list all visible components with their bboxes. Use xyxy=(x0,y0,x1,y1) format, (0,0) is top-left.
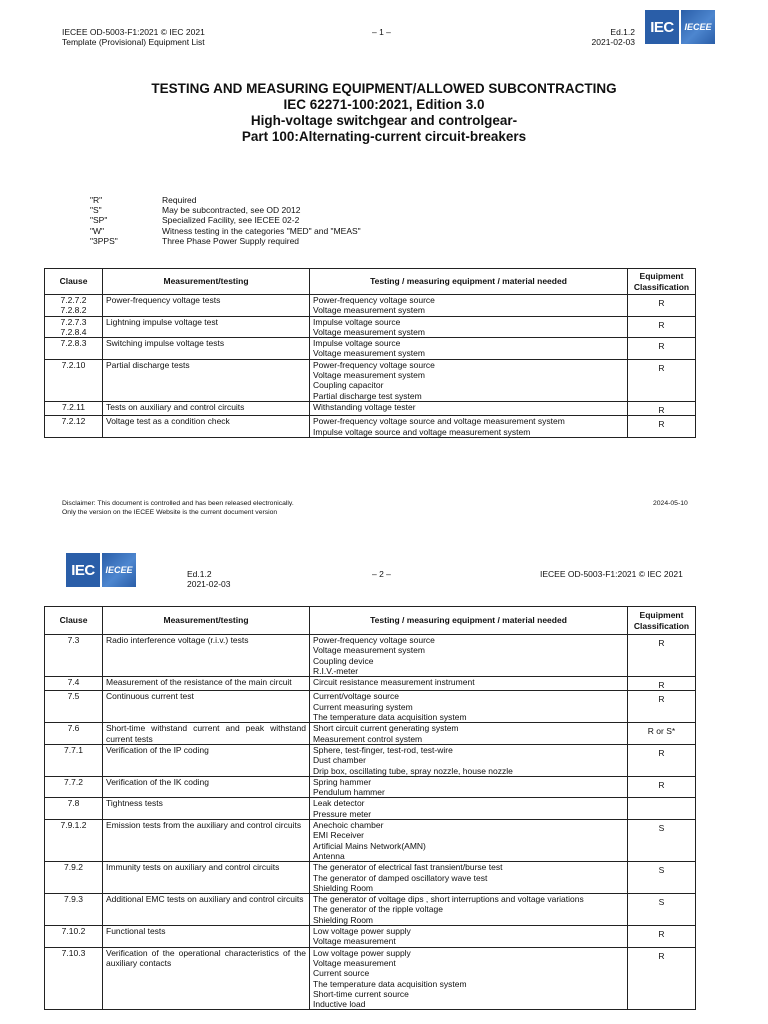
page1-header-right xyxy=(579,27,635,47)
equipment-cell xyxy=(310,894,628,926)
table-row xyxy=(45,744,696,776)
clause-cell xyxy=(45,401,103,415)
equipment-item: Power-frequency voltage source xyxy=(313,359,435,370)
equipment-item: The generator of damped oscillatory wave test xyxy=(313,872,488,883)
iec-iecee-logo xyxy=(645,10,715,44)
equipment-item: The temperature data acquisition system xyxy=(313,978,467,989)
equipment-item: Sphere, test-finger, test-rod, test-wire xyxy=(313,744,453,755)
clause-number: 7.2.8.3 xyxy=(60,338,87,349)
equipment-cell xyxy=(310,401,628,415)
measurement-cell: Tests on auxiliary and control circuits xyxy=(103,401,310,415)
clause-cell xyxy=(45,295,103,317)
equipment-item: Current measuring system xyxy=(313,701,413,712)
equipment-cell xyxy=(310,677,628,691)
classification-cell: R xyxy=(628,744,696,776)
header-measurement: Measurement/testing xyxy=(103,269,310,295)
clause-number: 7.6 xyxy=(67,723,80,734)
measurement-cell: Voltage test as a condition check xyxy=(103,416,310,438)
table-row xyxy=(45,635,696,677)
clause-cell xyxy=(45,723,103,745)
clause-number: 7.2.11 xyxy=(61,401,85,412)
equipment-cell xyxy=(310,635,628,677)
classification-cell xyxy=(628,798,696,820)
measurement-cell: Measurement of the resistance of the main circuit xyxy=(103,677,310,691)
classification-cell: R xyxy=(628,691,696,723)
equipment-item: R.I.V.-meter xyxy=(313,665,359,676)
header-classification xyxy=(628,269,696,295)
equipment-item: Voltage measurement system xyxy=(313,645,425,656)
measurement-cell: Lightning impulse voltage test xyxy=(103,316,310,338)
equipment-item: Coupling capacitor xyxy=(313,380,384,391)
table-row xyxy=(45,691,696,723)
clause-number: 7.2.12 xyxy=(61,416,86,427)
clause-cell xyxy=(45,820,103,862)
measurement-cell: Continuous current test xyxy=(103,691,310,723)
measurement-cell: Verification of the IP coding xyxy=(103,744,310,776)
legend-text: Witness testing in the categories "MED" and "MEAS" xyxy=(162,225,361,236)
equipment-cell xyxy=(310,926,628,948)
equipment-cell xyxy=(310,316,628,338)
legend-row xyxy=(90,226,361,236)
table-row xyxy=(45,926,696,948)
equipment-item: Shielding Room xyxy=(313,882,374,893)
table-header-row xyxy=(45,607,696,635)
classification-cell: S xyxy=(628,894,696,926)
equipment-cell xyxy=(310,691,628,723)
legend-text: May be subcontracted, see OD 2012 xyxy=(162,205,301,216)
title-line: TESTING AND MEASURING EQUIPMENT/ALLOWED SUBCONTRACTING xyxy=(151,81,617,96)
classification-cell: R xyxy=(628,677,696,691)
iecee-logo: IECEE xyxy=(681,10,715,44)
page2-header-left xyxy=(187,569,230,589)
template-label: Template (Provisional) Equipment List xyxy=(62,37,205,47)
equipment-item: Power-frequency voltage source xyxy=(313,635,435,645)
legend-text: Specialized Facility, see IECEE 02-2 xyxy=(162,215,300,226)
table-row xyxy=(45,798,696,820)
clause-cell xyxy=(45,926,103,948)
iec-iecee-logo xyxy=(66,553,136,587)
legend-key: "S" xyxy=(90,205,102,216)
measurement-cell: Immunity tests on auxiliary and control circuits xyxy=(103,862,310,894)
equipment-cell xyxy=(310,359,628,401)
equipment-item: Impulse voltage source and voltage measurement system xyxy=(313,426,531,437)
table-row xyxy=(45,338,696,360)
equipment-item: Inductive load xyxy=(313,999,366,1010)
table-row xyxy=(45,947,696,1010)
equipment-cell xyxy=(310,820,628,862)
disclaimer-line: Only the version on the IECEE Website is the current document version xyxy=(62,508,278,516)
classification-cell: S xyxy=(628,820,696,862)
clause-number: 7.4 xyxy=(67,677,80,688)
equipment-item: Voltage measurement xyxy=(313,936,396,947)
equipment-cell xyxy=(310,744,628,776)
equipment-item: Shielding Room xyxy=(313,914,374,925)
equipment-item: Voltage measurement system xyxy=(313,305,425,316)
measurement-cell: Emission tests from the auxiliary and control circuits xyxy=(103,820,310,862)
equipment-item: The generator of voltage dips , short interruptions and voltage variations xyxy=(313,894,584,905)
classification-cell: R xyxy=(628,295,696,317)
equipment-cell xyxy=(310,723,628,745)
equipment-item: Voltage measurement system xyxy=(313,370,425,381)
clause-number: 7.8 xyxy=(67,798,80,809)
table-row xyxy=(45,316,696,338)
equipment-cell xyxy=(310,338,628,360)
classification-cell: R xyxy=(628,926,696,948)
clause-number: 7.10.2 xyxy=(61,926,86,937)
classification-cell: R xyxy=(628,359,696,401)
clause-number: 7.9.3 xyxy=(64,894,83,905)
equipment-item: Dust chamber xyxy=(313,755,366,766)
measurement-cell: Short-time withstand current and peak withstand current tests xyxy=(103,723,310,745)
equipment-cell xyxy=(310,947,628,1010)
page1-header-left xyxy=(62,27,205,47)
header-equipment: Testing / measuring equipment / material needed xyxy=(310,607,628,635)
table-row xyxy=(45,295,696,317)
page-number: – 2 – xyxy=(372,569,391,579)
edition: Ed.1.2 xyxy=(187,569,212,579)
title-line: Part 100:Alternating-current circuit-breakers xyxy=(241,129,527,144)
equipment-cell xyxy=(310,295,628,317)
equipment-item: Voltage measurement system xyxy=(313,326,425,337)
clause-cell xyxy=(45,798,103,820)
equipment-item: Power-frequency voltage source xyxy=(313,295,435,305)
equipment-table-page2 xyxy=(44,606,696,1010)
classification-cell: R xyxy=(628,338,696,360)
clause-cell xyxy=(45,691,103,723)
measurement-cell: Functional tests xyxy=(103,926,310,948)
header-classification-line: Equipment xyxy=(639,271,684,282)
table-row xyxy=(45,862,696,894)
table-row xyxy=(45,401,696,415)
legend-text: Three Phase Power Supply required xyxy=(162,235,300,246)
title-line: High-voltage switchgear and controlgear- xyxy=(250,113,518,128)
header-measurement: Measurement/testing xyxy=(103,607,310,635)
clause-cell xyxy=(45,359,103,401)
clause-number: 7.9.2 xyxy=(64,862,83,873)
measurement-cell: Additional EMC tests on auxiliary and control circuits xyxy=(103,894,310,926)
clause-cell xyxy=(45,677,103,691)
clause-cell xyxy=(45,776,103,798)
classification-cell: R xyxy=(628,401,696,415)
date: 2021-02-03 xyxy=(187,579,231,589)
measurement-cell: Switching impulse voltage tests xyxy=(103,338,310,360)
equipment-item: Measurement control system xyxy=(313,733,423,744)
table-header-row xyxy=(45,269,696,295)
equipment-item: Pressure meter xyxy=(313,808,372,819)
equipment-item: Voltage measurement system xyxy=(313,348,425,359)
measurement-cell: Partial discharge tests xyxy=(103,359,310,401)
legend-row xyxy=(90,195,361,205)
equipment-item: Circuit resistance measurement instrument xyxy=(313,677,475,688)
equipment-cell xyxy=(310,416,628,438)
equipment-item: Drip box, oscillating tube, spray nozzle, house nozzle xyxy=(313,765,513,776)
equipment-item: Withstanding voltage tester xyxy=(313,401,416,412)
legend-key: "W" xyxy=(90,225,105,236)
clause-number: 7.3 xyxy=(67,635,80,645)
legend-row xyxy=(90,215,361,225)
header-equipment: Testing / measuring equipment / material needed xyxy=(310,269,628,295)
equipment-item: Voltage measurement xyxy=(313,957,396,968)
disclaimer xyxy=(62,500,294,517)
equipment-item: Partial discharge test system xyxy=(313,390,422,401)
classification-cell: R xyxy=(628,416,696,438)
table-body xyxy=(45,635,696,1010)
clause-number: 7.2.10 xyxy=(61,359,86,370)
equipment-item: Impulse voltage source xyxy=(313,338,401,349)
header-clause: Clause xyxy=(45,607,103,635)
table-row xyxy=(45,820,696,862)
equipment-table-page1 xyxy=(44,268,696,438)
equipment-item: Coupling device xyxy=(313,655,374,666)
header-classification-line: Classification xyxy=(633,620,690,631)
clause-number: 7.7.1 xyxy=(64,744,83,755)
equipment-cell xyxy=(310,862,628,894)
clause-number: 7.2.7.3 xyxy=(60,316,87,327)
classification-cell: R xyxy=(628,776,696,798)
classification-cell: R xyxy=(628,635,696,677)
clause-cell xyxy=(45,416,103,438)
iecee-logo: IECEE xyxy=(102,553,136,587)
equipment-item: Low voltage power supply xyxy=(313,926,411,937)
equipment-item: The generator of electrical fast transient/burse test xyxy=(313,862,503,873)
equipment-item: EMI Receiver xyxy=(313,830,365,841)
header-classification-line: Classification xyxy=(633,281,690,292)
iec-logo: IEC xyxy=(645,10,679,44)
table-row xyxy=(45,359,696,401)
equipment-item: Impulse voltage source xyxy=(313,316,401,327)
classification-cell: R xyxy=(628,316,696,338)
clause-number: 7.9.1.2 xyxy=(60,820,87,831)
clause-cell xyxy=(45,947,103,1010)
header-clause: Clause xyxy=(45,269,103,295)
clause-cell xyxy=(45,635,103,677)
date: 2021-02-03 xyxy=(591,37,635,47)
clause-number: 7.2.8.4 xyxy=(60,326,87,337)
equipment-item: Anechoic chamber xyxy=(313,820,384,831)
edition: Ed.1.2 xyxy=(610,27,635,37)
equipment-item: Current/voltage source xyxy=(313,691,399,702)
equipment-item: The generator of the ripple voltage xyxy=(313,904,443,915)
measurement-cell: Tightness tests xyxy=(103,798,310,820)
clause-cell xyxy=(45,862,103,894)
equipment-item: Short circuit current generating system xyxy=(313,723,459,734)
equipment-cell xyxy=(310,798,628,820)
equipment-item: The temperature data acquisition system xyxy=(313,712,467,723)
measurement-cell: Power-frequency voltage tests xyxy=(103,295,310,317)
iec-logo: IEC xyxy=(66,553,100,587)
measurement-cell: Verification of the operational characteristics of the auxiliary contacts xyxy=(103,947,310,1010)
table-row xyxy=(45,723,696,745)
equipment-item: Current source xyxy=(313,968,370,979)
table-row xyxy=(45,894,696,926)
clause-number: 7.10.3 xyxy=(61,947,86,958)
doc-reference: IECEE OD-5003-F1:2021 © IEC 2021 xyxy=(62,27,205,37)
equipment-item: Artificial Mains Network(AMN) xyxy=(313,840,426,851)
clause-number: 7.5 xyxy=(67,691,80,702)
clause-number: 7.2.7.2 xyxy=(60,295,87,305)
table-row xyxy=(45,677,696,691)
legend-key: "R" xyxy=(90,195,103,205)
equipment-item: Antenna xyxy=(313,850,345,861)
equipment-item: Spring hammer xyxy=(313,776,372,787)
disclaimer-date: 2024-05-10 xyxy=(653,500,688,507)
header-classification xyxy=(628,607,696,635)
clause-number: 7.2.8.2 xyxy=(60,305,87,316)
clause-cell xyxy=(45,316,103,338)
document-title xyxy=(0,81,768,145)
measurement-cell: Radio interference voltage (r.i.v.) tests xyxy=(103,635,310,677)
classification-cell: R or S* xyxy=(628,723,696,745)
measurement-cell: Verification of the IK coding xyxy=(103,776,310,798)
equipment-item: Short-time current source xyxy=(313,988,409,999)
legend-key: "3PPS" xyxy=(90,235,118,246)
equipment-cell xyxy=(310,776,628,798)
legend-row xyxy=(90,205,361,215)
table-row xyxy=(45,776,696,798)
doc-reference: IECEE OD-5003-F1:2021 © IEC 2021 xyxy=(540,569,683,579)
clause-cell xyxy=(45,744,103,776)
clause-number: 7.7.2 xyxy=(64,776,83,787)
disclaimer-line: Disclaimer: This document is controlled and has been released electronically. xyxy=(62,500,294,507)
equipment-item: Low voltage power supply xyxy=(313,947,411,958)
page-number: – 1 – xyxy=(372,27,391,37)
classification-cell: R xyxy=(628,947,696,1010)
clause-cell xyxy=(45,338,103,360)
clause-cell xyxy=(45,894,103,926)
header-classification-line: Equipment xyxy=(639,610,684,621)
equipment-item: Power-frequency voltage source and voltage measurement system xyxy=(313,416,565,427)
classification-cell: S xyxy=(628,862,696,894)
legend-row xyxy=(90,236,361,246)
equipment-item: Leak detector xyxy=(313,798,365,809)
legend-key: "SP" xyxy=(90,215,108,226)
equipment-item: Pendulum hammer xyxy=(313,787,385,798)
title-line: IEC 62271-100:2021, Edition 3.0 xyxy=(283,97,485,112)
table-body xyxy=(45,295,696,438)
table-row xyxy=(45,416,696,438)
legend-text: Required xyxy=(162,195,197,205)
classification-legend xyxy=(90,195,361,246)
